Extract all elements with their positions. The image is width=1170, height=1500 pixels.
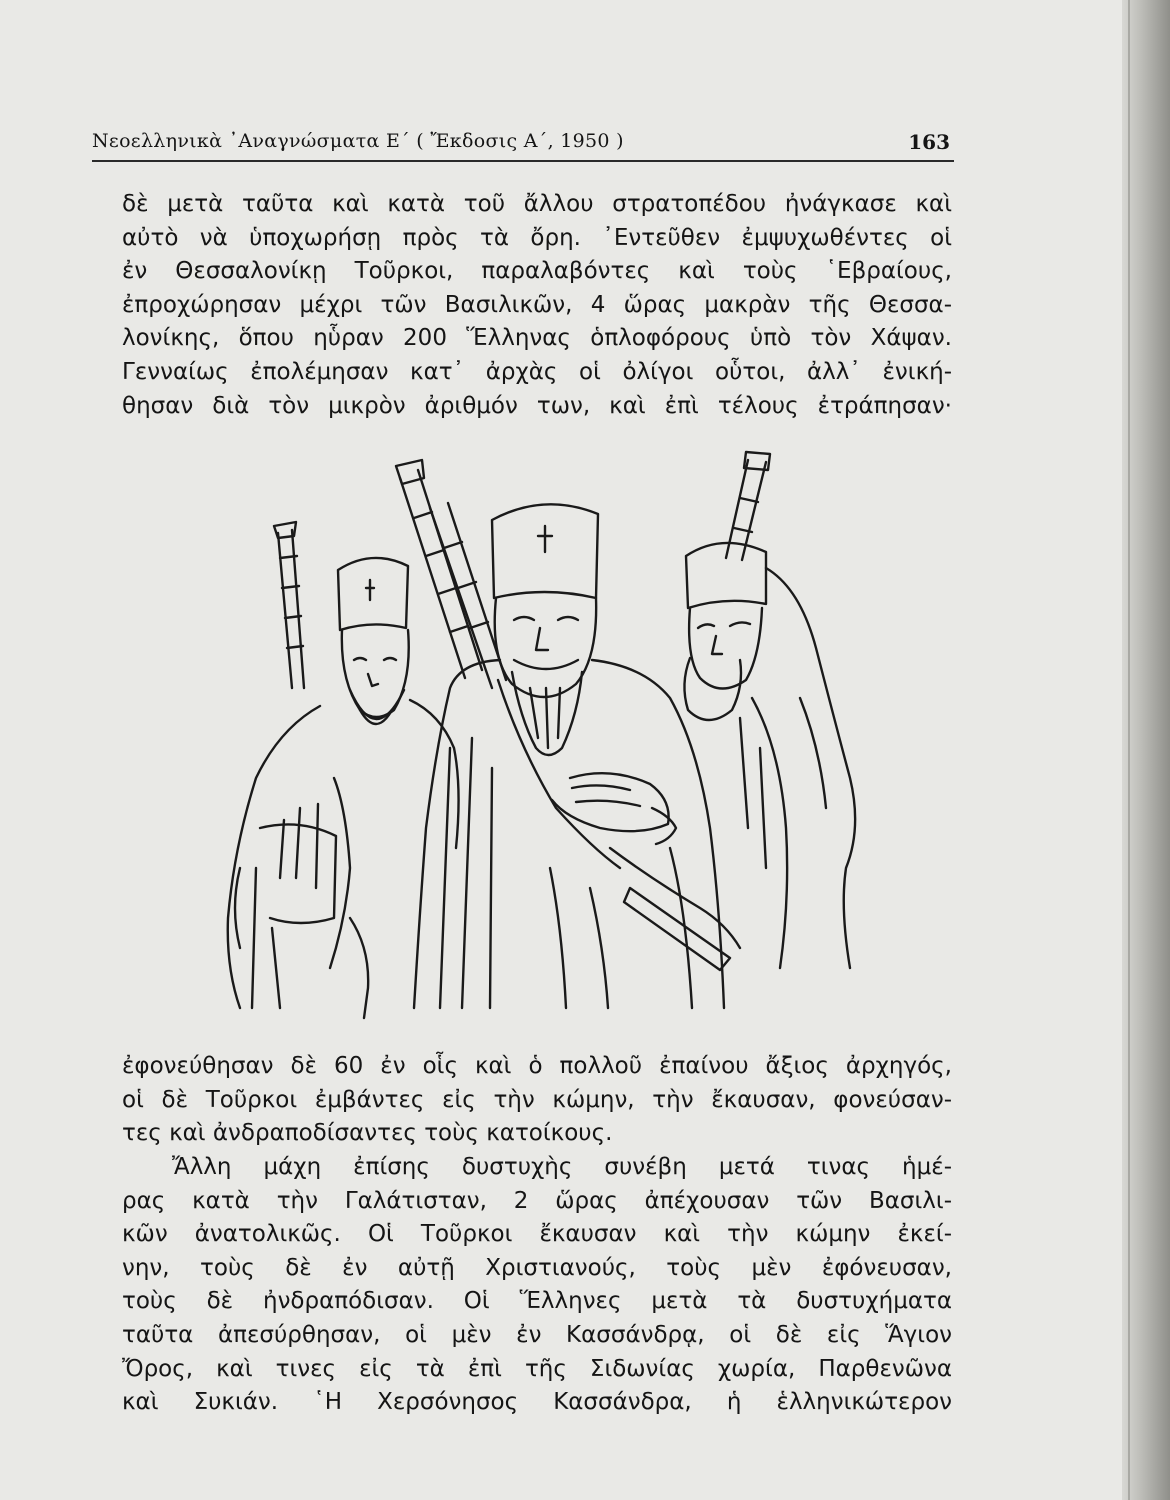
text-line: ἐν Θεσσαλονίκῃ Τοῦρκοι, παραλαβόντες καὶ τοὺς ῾Εβραίους, <box>122 258 952 285</box>
header-title: Νεοελληνικὰ ᾿Αναγνώσματα Ε΄ ( Ἔκδοσις Α΄, 1950 ) <box>92 130 624 152</box>
text-line: καὶ Συκιάν. ῾Η Χερσόνησος Κασσάνδρα, ἡ ἑλληνικώτερον <box>122 1389 952 1416</box>
text-line: αὐτὸ νὰ ὑποχωρήσῃ πρὸς τὰ ὄρη. ᾿Εντεῦθεν ἐμψυχωθέντες οἱ <box>122 224 952 251</box>
figure-center <box>414 504 740 1008</box>
text-line: νην, τοὺς δὲ ἐν αὐτῇ Χριστιανούς, τοὺς μὲν ἐφόνευσαν, <box>122 1254 952 1281</box>
top-paragraph <box>122 188 952 423</box>
text-line: ἐφονεύθησαν δὲ 60 ἐν οἷς καὶ ὁ πολλοῦ ἐπαίνου ἄξιος ἀρχηγός, <box>122 1053 952 1079</box>
text-line: κῶν ἀνατολικῶς. Οἱ Τοῦρκοι ἔκαυσαν καὶ τὴν κώμην ἐκεί- <box>122 1221 952 1248</box>
rifle-left <box>274 522 304 688</box>
text-line: οἱ δὲ Τοῦρκοι ἐμβάντες εἰς τὴν κώμην, τὴν ἔκαυσαν, φονεύσαν- <box>122 1086 952 1113</box>
text-line: Ὄρος, καὶ τινες εἰς τὰ ἐπὶ τῆς Σιδωνίας χωρία, Παρθενῶνα <box>122 1355 952 1382</box>
illustration-three-armed-clerics <box>200 448 870 1023</box>
bottom-paragraph-1 <box>122 1050 952 1151</box>
text-line: τοὺς δὲ ἠνδραπόδισαν. Οἱ Ἕλληνες μετὰ τὰ δυστυχήματα <box>122 1288 952 1315</box>
text-line: τες καὶ ἀνδραποδίσαντες τοὺς κατοίκους. <box>122 1120 613 1147</box>
text-line: δὲ μετὰ ταῦτα καὶ κατὰ τοῦ ἄλλου στρατοπέδου ἠνάγκασε καὶ <box>122 191 952 217</box>
running-header <box>92 130 954 162</box>
figure-left <box>228 558 459 1018</box>
figure-right <box>684 543 855 968</box>
text-line: Γενναίως ἐπολέμησαν κατ᾿ ἀρχὰς οἱ ὀλίγοι οὗτοι, ἀλλ᾿ ἐνική- <box>122 358 952 385</box>
text-line: ρας κατὰ τὴν Γαλάτισταν, 2 ὥρας ἀπέχουσαν τῶν Βασιλι- <box>122 1187 952 1214</box>
page-number: 163 <box>908 130 950 154</box>
page-edge <box>1122 0 1170 1500</box>
text-line: Ἄλλη μάχη ἐπίσης δυστυχὴς συνέβη μετά τινας ἡμέ- <box>172 1154 952 1180</box>
text-line: ταῦτα ἀπεσύρθησαν, οἱ μὲν ἐν Κασσάνδρᾳ, οἱ δὲ εἰς Ἅγιον <box>122 1321 952 1348</box>
bottom-paragraph-2 <box>122 1151 952 1420</box>
text-line: θησαν διὰ τὸν μικρὸν ἀριθμόν των, καὶ ἐπὶ τέλους ἐτράπησαν· <box>122 392 952 419</box>
text-line: ἐπροχώρησαν μέχρι τῶν Βασιλικῶν, 4 ὥρας μακρὰν τῆς Θεσσα- <box>122 291 952 318</box>
text-line: λονίκης, ὅπου ηὗραν 200 Ἕλληνας ὁπλοφόρους ὑπὸ τὸν Χάψαν. <box>122 325 952 352</box>
